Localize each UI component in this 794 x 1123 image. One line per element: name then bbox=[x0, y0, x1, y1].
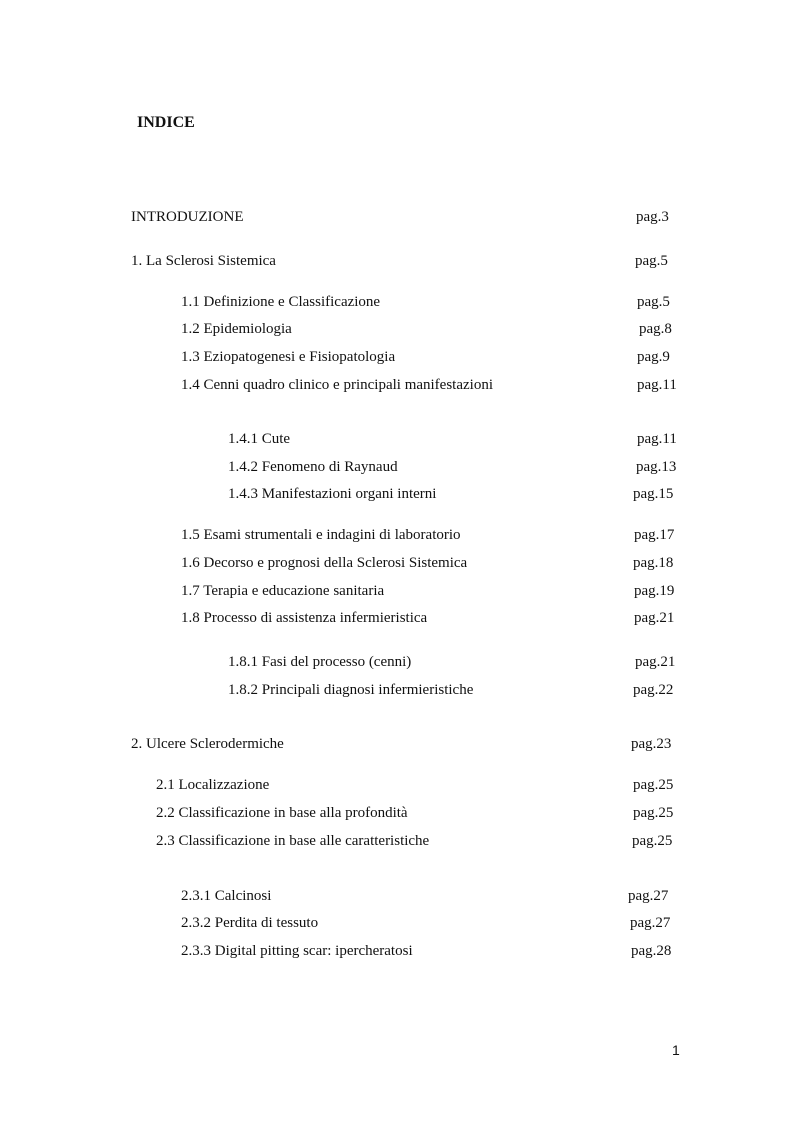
toc-entry-label: 1.4.3 Manifestazioni organi interni bbox=[228, 486, 437, 502]
toc-entry-label: 2.3.1 Calcinosi bbox=[181, 888, 272, 904]
toc-entry-page: pag.21 bbox=[634, 610, 675, 626]
toc-entry-label: 2.1 Localizzazione bbox=[156, 777, 270, 793]
toc-entry bbox=[0, 680, 794, 700]
toc-entry-page: pag.17 bbox=[634, 527, 675, 543]
toc-entry-label: 1.4.1 Cute bbox=[228, 431, 291, 447]
toc-entry bbox=[0, 319, 794, 339]
toc-entry-label: 1.5 Esami strumentali e indagini di laboratorio bbox=[181, 527, 461, 543]
toc-entry-label: 1.6 Decorso e prognosi della Sclerosi Sistemica bbox=[181, 555, 468, 571]
toc-entry-label: 1.8.2 Principali diagnosi infermieristiche bbox=[228, 682, 474, 698]
toc-entry-label: 1.4 Cenni quadro clinico e principali manifestazioni bbox=[181, 377, 493, 393]
toc-entry-page: pag.3 bbox=[636, 209, 669, 225]
toc-entry bbox=[0, 581, 794, 601]
toc-entry bbox=[0, 886, 794, 906]
page-number: 1 bbox=[672, 1042, 680, 1058]
toc-entry-label: 2.3 Classificazione in base alle caratteristiche bbox=[156, 833, 430, 849]
toc-entry-page: pag.25 bbox=[633, 777, 674, 793]
toc-entry bbox=[0, 913, 794, 933]
toc-entry bbox=[0, 608, 794, 628]
toc-entry-label: 1.3 Eziopatogenesi e Fisiopatologia bbox=[181, 349, 396, 365]
toc-entry-page: pag.27 bbox=[628, 888, 669, 904]
toc-entry bbox=[0, 457, 794, 477]
toc-entry bbox=[0, 941, 794, 961]
toc-entry-page: pag.27 bbox=[630, 915, 671, 931]
toc-entry bbox=[0, 775, 794, 795]
toc-entry-label: 1.4.2 Fenomeno di Raynaud bbox=[228, 459, 398, 475]
toc-entry bbox=[0, 831, 794, 851]
toc-entry-label: 1.8 Processo di assistenza infermieristica bbox=[181, 610, 428, 626]
toc-entry-page: pag.23 bbox=[631, 736, 672, 752]
toc-entry-label: 1.8.1 Fasi del processo (cenni) bbox=[228, 654, 412, 670]
toc-entry-page: pag.21 bbox=[635, 654, 676, 670]
toc-entry-page: pag.22 bbox=[633, 682, 674, 698]
toc-entry-page: pag.18 bbox=[633, 555, 674, 571]
toc-entry-label: 2.3.2 Perdita di tessuto bbox=[181, 915, 319, 931]
toc-entry-page: pag.15 bbox=[633, 486, 674, 502]
toc-entry-label: 1. La Sclerosi Sistemica bbox=[131, 253, 276, 269]
toc-entry-page: pag.11 bbox=[637, 377, 677, 393]
toc-entry bbox=[0, 652, 794, 672]
toc-entry bbox=[0, 347, 794, 367]
toc-entry-page: pag.25 bbox=[632, 833, 673, 849]
toc-entry-page: pag.5 bbox=[637, 294, 670, 310]
toc-entry bbox=[0, 429, 794, 449]
toc-entry-page: pag.13 bbox=[636, 459, 677, 475]
toc-entry-page: pag.25 bbox=[633, 805, 674, 821]
toc-entry-page: pag.11 bbox=[637, 431, 677, 447]
toc-entry bbox=[0, 553, 794, 573]
toc-entry-label: 2.2 Classificazione in base alla profondità bbox=[156, 805, 408, 821]
toc-entry bbox=[0, 207, 794, 227]
toc-entry-label: INTRODUZIONE bbox=[131, 209, 244, 225]
toc-entry-page: pag.5 bbox=[635, 253, 668, 269]
toc-entry-label: 1.1 Definizione e Classificazione bbox=[181, 294, 381, 310]
toc-entry-label: 1.7 Terapia e educazione sanitaria bbox=[181, 583, 385, 599]
toc-entry bbox=[0, 734, 794, 754]
toc-entry-page: pag.19 bbox=[634, 583, 675, 599]
toc-entry bbox=[0, 525, 794, 545]
page-title: INDICE bbox=[137, 114, 195, 131]
toc-entry bbox=[0, 375, 794, 395]
toc-entry-label: 2.3.3 Digital pitting scar: ipercheratosi bbox=[181, 943, 413, 959]
toc-entry-label: 1.2 Epidemiologia bbox=[181, 321, 292, 337]
toc-entry-page: pag.9 bbox=[637, 349, 670, 365]
toc-entry-page: pag.28 bbox=[631, 943, 672, 959]
toc-entry bbox=[0, 292, 794, 312]
toc-entry bbox=[0, 803, 794, 823]
toc-entry-page: pag.8 bbox=[639, 321, 672, 337]
toc-entry bbox=[0, 484, 794, 504]
toc-entry-label: 2. Ulcere Sclerodermiche bbox=[131, 736, 284, 752]
toc-entry bbox=[0, 251, 794, 271]
